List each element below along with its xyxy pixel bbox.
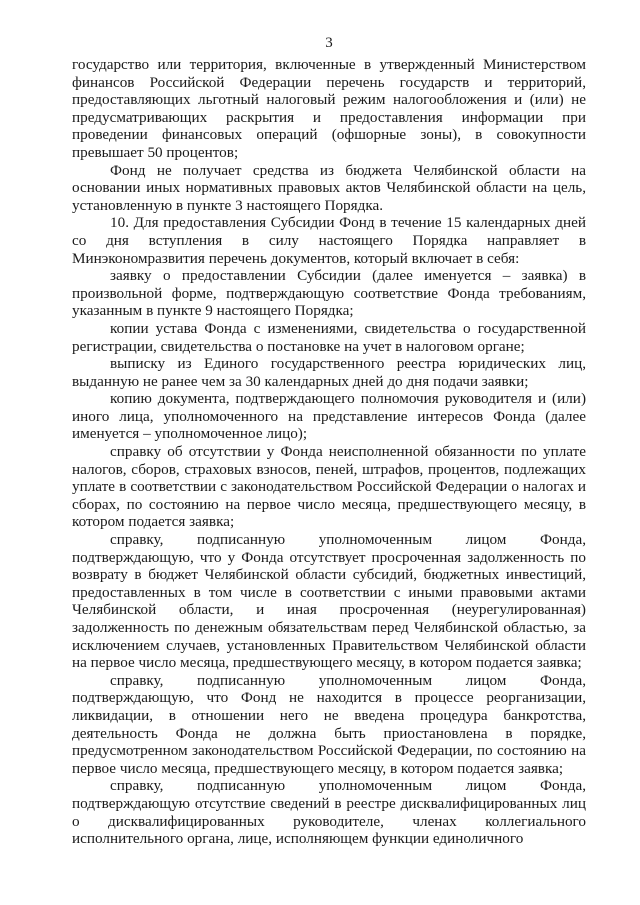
paragraph-no-other-funds: Фонд не получает средства из бюджета Челябинской области на основании иных нормативных правовых актов Челябинской области на цель, установленную в пункте 3 настоящего Порядка. xyxy=(72,161,586,214)
paragraph-reorganization-certificate: справку, подписанную уполномоченным лицом Фонда, подтверждающую, что Фонд не находится в процессе реорганизации, ликвидации, в отношении него не введена процедура банкротства, деятельность Фонда не должна быть приостановлена в порядке, предусмотренном законодательством Российской Федерации, по состоянию на первое число месяца, предшествующего месяцу, в котором подается заявка; xyxy=(72,671,586,777)
paragraph-charter-copies: копии устава Фонда с изменениями, свидетельства о государственной регистрации, свидетельства о постановке на учет в налоговом органе; xyxy=(72,319,586,355)
paragraph-authority-document: копию документа, подтверждающего полномочия руководителя и (или) иного лица, уполномоченного на представление интересов Фонда (далее именуется – уполномоченное лицо); xyxy=(72,390,586,443)
paragraph-tax-certificate: справку об отсутствии у Фонда неисполненной обязанности по уплате налогов, сборов, страховых взносов, пеней, штрафов, процентов, подлежащих уплате в соответствии с законодательством Российской Федерации о налогах и сборах, по состоянию на первое число месяца, предшествующего месяцу, в котором подается заявка; xyxy=(72,443,586,531)
paragraph-registry-extract: выписку из Единого государственного реестра юридических лиц, выданную не ранее чем за 30 календарных дней до дня подачи заявки; xyxy=(72,355,586,390)
paragraph-application: заявку о предоставлении Субсидии (далее именуется – заявка) в произвольной форме, подтверждающую соответствие Фонда требованиям, указанным в пункте 9 настоящего Порядка; xyxy=(72,267,586,320)
paragraph-disqualification-certificate: справку, подписанную уполномоченным лицом Фонда, подтверждающую отсутствие сведений в реестре дисквалифицированных лиц о дисквалифицированных руководителе, членах коллегиального исполнительного органа, лице, исполняющем функции единоличного xyxy=(72,777,586,848)
page-number: 3 xyxy=(325,35,333,51)
paragraph-debt-certificate: справку, подписанную уполномоченным лицом Фонда, подтверждающую, что у Фонда отсутствует просроченная задолженность по возврату в бюджет Челябинской области субсидий, бюджетных инвестиций, предоставленных в том числе в соответствии с иными правовыми актами Челябинской области, и иная просроченная (неурегулированная) задолженность по денежным обязательствам перед Челябинской областью, за исключением случаев, установленных Правительством Челябинской области на первое число месяца, предшествующего месяцу, в котором подается заявка; xyxy=(72,531,586,672)
paragraph-offshore-continuation: государство или территория, включенные в утвержденный Министерством финансов Российской Федерации перечень государств и территорий, предоставляющих льготный налоговый режим налогообложения и (или) не предусматривающих раскрытия и предоставления информации при проведении финансовых операций (офшорные зоны), в совокупности превышает 50 процентов; xyxy=(72,56,586,161)
paragraph-item-10: 10. Для предоставления Субсидии Фонд в течение 15 календарных дней со дня вступления в силу настоящего Порядка направляет в Минэкономразвития перечень документов, который включает в себя: xyxy=(72,214,586,267)
